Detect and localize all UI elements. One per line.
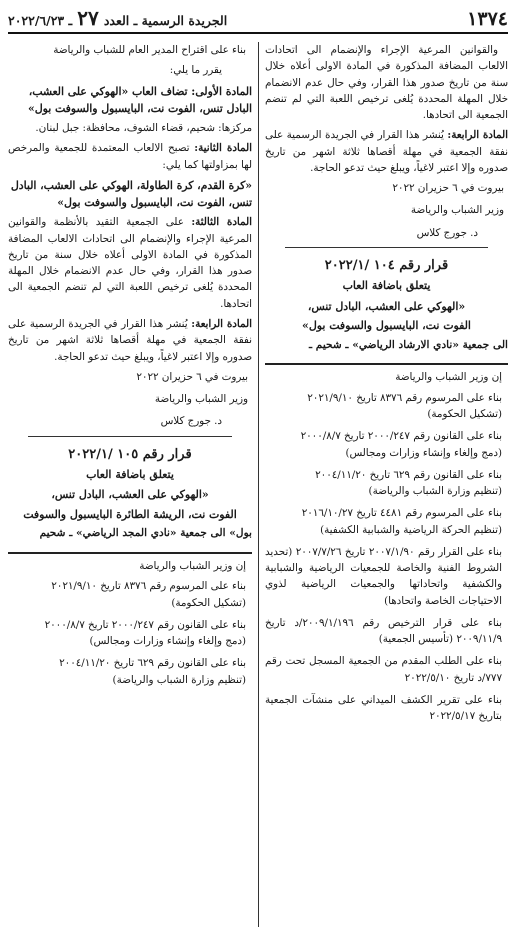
separator-rule [285, 247, 488, 248]
basis-item: بناء على الطلب المقدم من الجمعية المسجل تحت رقم ٧٧٧/د تاريخ ٢٠٢٢/٥/١٠ [265, 655, 502, 684]
decision-105-basis-list [8, 578, 252, 688]
basis-item: بناء على تقرير الكشف الميداني على منشآت الجمعية بتاريخ ٢٠٢٢/٥/١٧ [265, 693, 502, 723]
basis-item: بناء على القانون رقم ٦٢٩ تاريخ ٢٠٠٤/١١/٢٠ (تنظيم وزارة الشباب والرياضة) [315, 468, 502, 498]
article-1 [8, 83, 252, 118]
left-column [8, 42, 258, 927]
article-4-left-label: المادة الرابعة: [191, 317, 252, 330]
sign-place-date: بيروت في ٦ حزيران ٢٠٢٢ [392, 182, 504, 195]
sign-place-date-left: بيروت في ٦ حزيران ٢٠٢٢ [136, 370, 248, 383]
basis-item: بناء على قرار الترخيص رقم ٢٠٠٩/١/١٩٦/د تاريخ ٢٠٠٩/١١/٩ (تأسيس الجمعية) [265, 616, 502, 646]
page-header [8, 6, 508, 34]
article-4-left [8, 316, 252, 365]
basis-item: بناء على القانون رقم ٢٠٠٠/٢٤٧ تاريخ ٢٠٠٠/٨/٧ (دمج وإلغاء وإنشاء وزارات ومجالس) [44, 618, 246, 648]
header-issue-line [8, 6, 227, 30]
proposal-line: بناء على اقتراح المدير العام للشباب والرياضة [53, 44, 246, 56]
decision-105-association: بول» الى جمعية «نادي المجد الرياضي» ـ شحيم [39, 527, 252, 540]
decision-104-underline [265, 363, 508, 365]
two-column-body [8, 42, 508, 927]
right-column [258, 42, 508, 927]
sign-name: د. جورج كلاس [416, 226, 478, 239]
decision-104-games-line1: «الهوكي على العشب، البادل تنس، [307, 299, 466, 313]
basis-item: بناء على القانون رقم ٢٠٠٠/٢٤٧ تاريخ ٢٠٠٠/٨/٧ (دمج وإلغاء وإنشاء وزارات ومجالس) [300, 430, 502, 459]
article-2-games-list: «كرة القدم، كرة الطاولة، الهوكي على العشب، البادل تنس، الفوت نت، البايسبول والسوفت بول» [10, 178, 252, 210]
article-4-left-text: يُنشر هذا القرار في الجريدة الرسمية على نفقة الجمعية في مهلة أقصاها ثلاثة اشهر من تاريخ صدوره وإلا اعتبر لاغياً، ويبلغ حيث تدعو الحاجة. [8, 317, 252, 363]
article-4 [265, 127, 508, 176]
decision-105-title: قرار رقم ١٠٥ /٢٠٢٢/١ [68, 446, 192, 462]
decides-line: يقرر ما يلي: [169, 64, 222, 77]
article-1-location: مركزها: شحيم، قضاء الشوف، محافظة: جبل لبنان. [35, 122, 252, 135]
article-2-label: المادة الثانية: [194, 142, 252, 155]
article-2-text: تصبح الالعاب المعتمدة للجمعية والمرخص لها بمزاولتها كما يلي: [8, 142, 252, 171]
sign-name-left: د. جورج كلاس [160, 415, 222, 428]
article-3-text: على الجمعية التقيد بالأنظمة والقوانين المرعية الإجراء والإنضمام الى اتحادات الالعاب المضافة المذكورة في المادة الاولى أعلاه خلال سنة من تاريخ صدور هذا القرار، وفي حال عدم الانضمام خلال المهلة المحددة يُلغى ترخيص اللعبة التي لم تنضم الجمعية الى اتحادها. [8, 216, 252, 310]
sign-title-left: وزير الشباب والرياضة [154, 393, 248, 406]
issue-number: ٢٧ [77, 6, 99, 30]
basis-item: بناء على المرسوم رقم ٨٣٧٦ تاريخ ٢٠٢١/٩/١٠ (تشكيل الحكومة) [51, 580, 246, 609]
decision-105-intro: إن وزير الشباب والرياضة [139, 560, 246, 573]
article-1-text: تضاف العاب «الهوكي على العشب، البادل تنس، الفوت نت، البايسبول والسوفت بول» [28, 84, 252, 115]
page-number: ١٣٧٤ [467, 8, 508, 30]
decision-105-subtitle: يتعلق باضافة العاب [86, 468, 174, 482]
decision-105-underline [8, 552, 252, 554]
basis-item: بناء على المرسوم رقم ٤٤٨١ تاريخ ٢٠١٦/١٠/٢٧ (تنظيم الحركة الرياضية والشبابية الكشفية) [301, 507, 502, 536]
article-4-label: المادة الرابعة: [447, 129, 508, 142]
sign-title: وزير الشباب والرياضة [410, 204, 504, 217]
decision-104-games-line2: الفوت نت، البايسبول والسوفت بول» [302, 319, 471, 333]
decision-105-games-line2: الفوت نت، الريشة الطائرة البايسبول والسوفت [23, 507, 237, 521]
basis-item: بناء على المرسوم رقم ٨٣٧٦ تاريخ ٢٠٢١/٩/١٠ (تشكيل الحكومة) [307, 391, 502, 420]
decision-104-subtitle: يتعلق باضافة العاب [342, 279, 431, 293]
journal-title: الجريدة الرسمية ـ العدد [103, 13, 228, 28]
article-1-label: المادة الأولى: [191, 84, 252, 98]
article-4-text: يُنشر هذا القرار في الجريدة الرسمية على نفقة الجمعية في مهلة أقصاها ثلاثة اشهر من تاريخ صدوره وإلا اعتبر لاغياً، ويبلغ حيث تدعو الحاجة. [265, 129, 508, 174]
basis-item: بناء على القرار رقم ٢٠٠٧/١/٩٠ تاريخ ٢٠٠٧/٧/٢٦ (تحديد الشروط الفنية والخاصة للجمعيات الرياضية والشبابية والكشفية واتحاداتها والجمعيات الرياضية لذوي الاحتياجات الخاصة واتحادها) [265, 545, 502, 607]
decision-105-games-line1: «الهوكي على العشب، البادل تنس، [51, 488, 209, 502]
separator-rule-left [28, 436, 232, 437]
issue-date: ـ ٢٠٢٢/٦/٢٣ [8, 13, 73, 28]
article-3 [8, 214, 252, 312]
decision-104-basis-list [265, 390, 508, 725]
decision-104-association: الى جمعية «نادي الارشاد الرياضي» ـ شحيم ـ [308, 338, 508, 351]
decision-104-intro: إن وزير الشباب والرياضة [395, 371, 502, 384]
basis-item: بناء على القانون رقم ٦٢٩ تاريخ ٢٠٠٤/١١/٢٠ (تنظيم وزارة الشباب والرياضة) [59, 657, 246, 686]
continuation-paragraph: والقوانين المرعية الإجراء والإنضمام الى اتحادات الالعاب المضافة المذكورة في المادة الاولى أعلاه خلال سنة من تاريخ صدور هذا القرار، وفي حال عدم الانضمام خلال المهلة المحددة يُلغى ترخيص اللعبة التي لم تنضم الجمعية الى اتحادها. [265, 44, 508, 122]
article-2 [8, 140, 252, 173]
article-3-label: المادة الثالثة: [191, 216, 253, 229]
decision-104-title: قرار رقم ١٠٤ /٢٠٢٢/١ [324, 257, 449, 273]
